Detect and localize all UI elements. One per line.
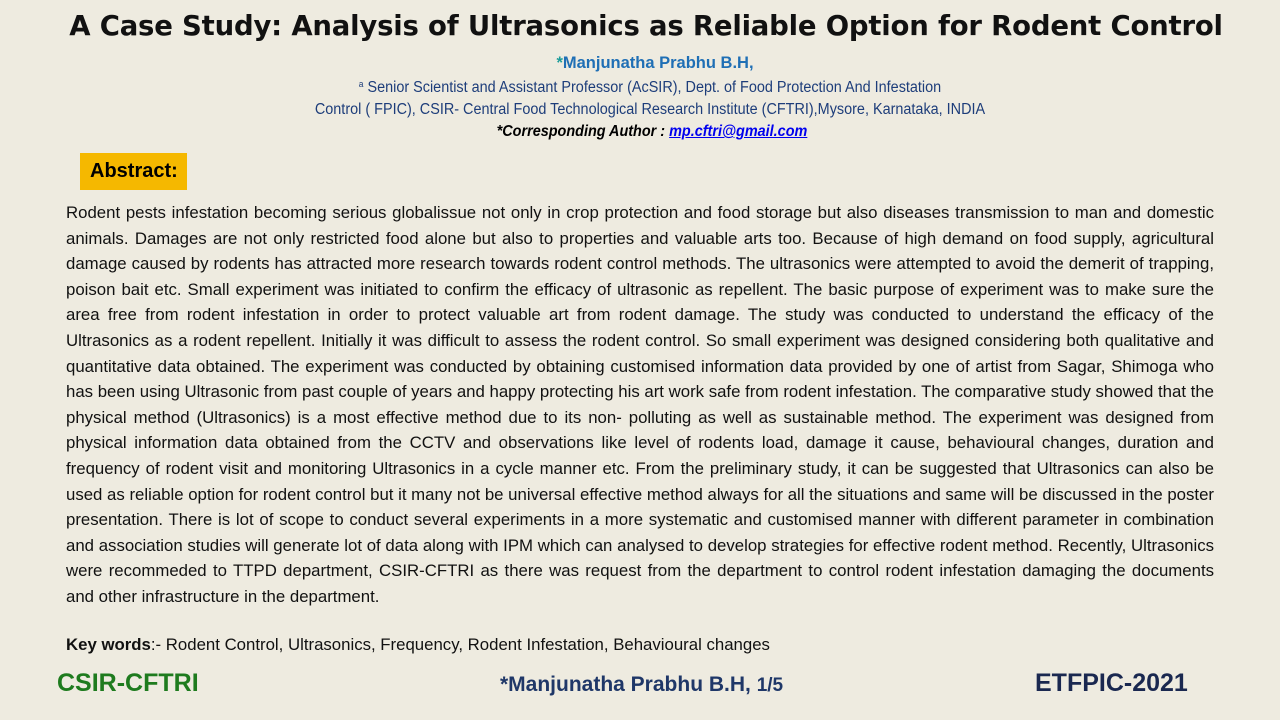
- footer-organization: CSIR-CFTRI: [57, 669, 199, 697]
- footer-event: ETFPIC-2021: [1035, 669, 1188, 697]
- keywords-text: :- Rodent Control, Ultrasonics, Frequency, Rodent Infestation, Behavioural changes: [150, 635, 770, 654]
- corresponding-label: *Corresponding Author :: [496, 123, 670, 140]
- abstract-body: Rodent pests infestation becoming serious globalissue not only in crop protection and food storage but also diseases transmission to man and domestic animals. Damages are not only restricted food alone but also to properties and valuable arts too. Because of high demand on food supply, agricultural damage caused by rodents has attracted more research towards rodent control methods. The ultrasonics were attempted to avoid the demerit of trapping, poison bait etc. Small experiment was initiated to confirm the efficacy of ultrasonic as repellent. The basic purpose of experiment was to make sure the area free from rodent infestation in order to protect valuable art from rodent damage. The study was conducted to understand the efficacy of the Ultrasonics as a rodent repellent. Initially it was difficult to assess the rodent control. So small experiment was designed considering both qualitative and quantitative data obtained. The experiment was conducted by obtaining customised information data provided by one of artist from Sagar, Shimoga who has been using Ultrasonic from past couple of years and happy protecting his art work safe from rodent infestation. The comparative study showed that the physical method (Ultrasonics) is a most effective method due to its non- polluting as well as sustainable method. The experiment was designed from physical information data obtained from the CCTV and observations like level of rodents load, damage it cause, behavioural changes, duration and frequency of rodent visit and monitoring Ultrasonics in a cycle manner etc. From the preliminary study, it can be suggested that Ultrasonics can also be used as reliable option for rodent control but it many not be universal effective method always for all the situations and same will be discussed in the poster presentation. There is lot of scope to conduct several experiments in a more systematic and customised manner with different parameter in combination and association studies will generate lot of data along with IPM which can analysed to develop strategies for effective rodent method. Recently, Ultrasonics were recommeded to TTPD department, CSIR-CFTRI as there was request from the department to control rodent infestation damaging the documents and other infrastructure in the department.: [66, 203, 1214, 606]
- affiliation-line-1: [46, 79, 1255, 97]
- abstract-heading: Abstract:: [80, 153, 187, 190]
- footer-page-number: 1/5: [756, 675, 784, 696]
- footer-author-name: *Manjunatha Prabhu B.H,: [500, 673, 757, 696]
- corresponding-email-link[interactable]: mp.cftri@gmail.com: [669, 123, 808, 140]
- affiliation-superscript: a: [358, 79, 364, 89]
- corresponding-author: [46, 123, 1259, 141]
- affiliation-line-1-text: Senior Scientist and Assistant Professor (AcSIR), Dept. of Food Protection And Infestation: [363, 79, 942, 96]
- keywords: [66, 635, 1216, 655]
- author-name: [0, 54, 1280, 73]
- author-asterisk: *: [556, 54, 563, 72]
- page-title: A Case Study: Analysis of Ultrasonics as Reliable Option for Rodent Control: [69, 10, 1223, 42]
- keywords-label: Key words: [66, 635, 151, 654]
- author-name-text: Manjunatha Prabhu B.H,: [562, 54, 754, 72]
- footer-author: [500, 673, 783, 697]
- affiliation-line-2: Control ( FPIC), CSIR- Central Food Technological Research Institute (CFTRI),Mysore, Karnataka, INDIA: [314, 101, 986, 118]
